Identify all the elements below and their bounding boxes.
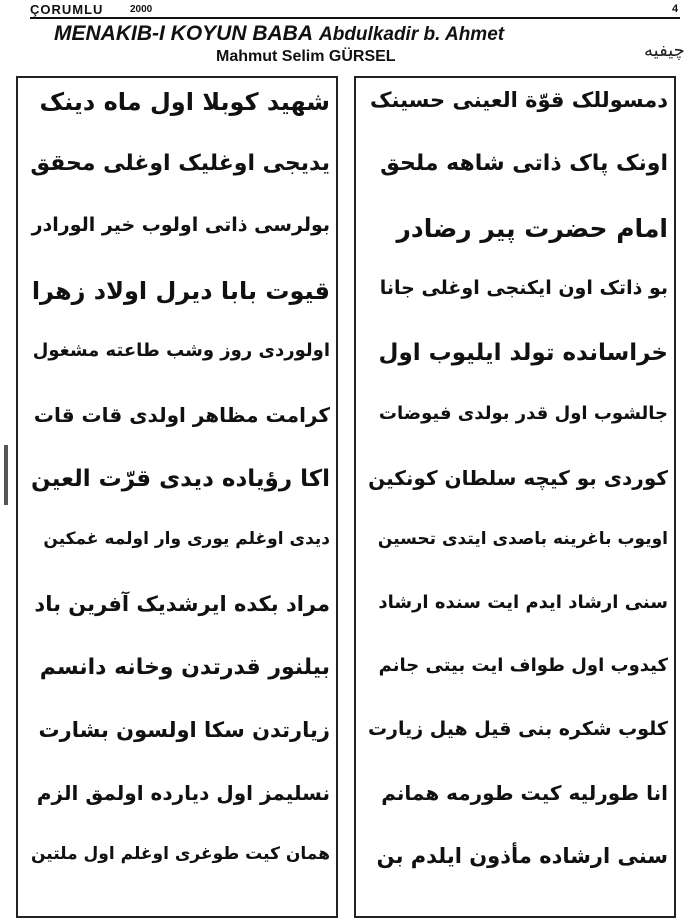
right-column-line: انا طورلیه کیت طورمه همانم: [381, 781, 668, 805]
title-author-line: Abdulkadir b. Ahmet: [319, 24, 505, 45]
left-column-line: اکا رؤیاده دیدی قرّت العین: [31, 466, 330, 492]
left-column-line: یدیجی اوغلیک اوغلی محقق: [30, 151, 330, 176]
article-title: [54, 22, 504, 46]
title-main: MENAKIB-I KOYUN BABA: [54, 22, 313, 45]
right-column-line: اویوب باغرینه باصدی ایتدی تحسین: [377, 529, 668, 549]
left-column-line: نسلیمز اول دیارده اولمق الزم: [36, 781, 330, 805]
left-column-line: قیوت بابا دیرل اولاد زهرا: [31, 277, 330, 305]
left-column-line: بیلنور قدرتدن وخانه دانسم: [39, 655, 330, 680]
right-column-line: کیدوب اول طواف ایت بیتی جانم: [378, 655, 668, 676]
magazine-logo: ÇORUMLU: [30, 2, 104, 17]
right-column-line: کوردی بو کیچه سلطان کونکین: [368, 466, 668, 490]
left-column-line: مراد بکده ایرشدیک آفرین باد: [34, 592, 330, 616]
right-column-line: امام حضرت پیر رضادر: [396, 214, 668, 243]
page-number: 4: [672, 3, 679, 15]
right-column-line: خراسانده تولد ایلیوب اول: [378, 340, 668, 366]
right-column-line: سنی ارشاد ایدم ایت سنده ارشاد: [378, 592, 668, 613]
header-rule: [30, 17, 680, 19]
left-column-line: همان کیت طوغری اوغلم اول ملتین: [31, 844, 330, 864]
left-column-line: زیارتدن سکا اولسون بشارت: [38, 718, 330, 742]
left-column-line: بولرسی ذاتی اولوب خیر الورادر: [31, 214, 330, 236]
issue-year: 2000: [130, 4, 153, 15]
right-column-line: اونک پاک ذاتی شاهه ملحق: [380, 151, 668, 176]
left-column-line: شهید کوبلا اول ماه دینک: [39, 88, 330, 116]
scan-artifact: [4, 445, 8, 505]
article-subtitle: Mahmut Selim GÜRSEL: [216, 48, 396, 65]
right-text-column: [354, 76, 676, 918]
marginal-note: چیفیه: [644, 40, 685, 61]
right-column-line: دمسوللک قوّة العینی حسینک: [370, 88, 668, 112]
right-column-line: سنی ارشاده مأذون ایلدم بن: [376, 844, 668, 868]
right-column-line: کلوب شکره بنی قیل هیل زیارت: [367, 718, 668, 740]
right-column-line: جالشوب اول قدر بولدی فیوضات: [378, 403, 668, 424]
left-text-column: [16, 76, 338, 918]
left-column-line: اولوردی روز وشب طاعته مشغول: [32, 340, 330, 361]
right-column-line: بو ذاتک اون ایکنجی اوغلی جانا: [379, 277, 668, 299]
left-column-line: دیدی اوغلم یوری وار اولمه غمکین: [43, 529, 330, 549]
left-column-line: کرامت مظاهر اولدی قات قات: [33, 403, 330, 427]
